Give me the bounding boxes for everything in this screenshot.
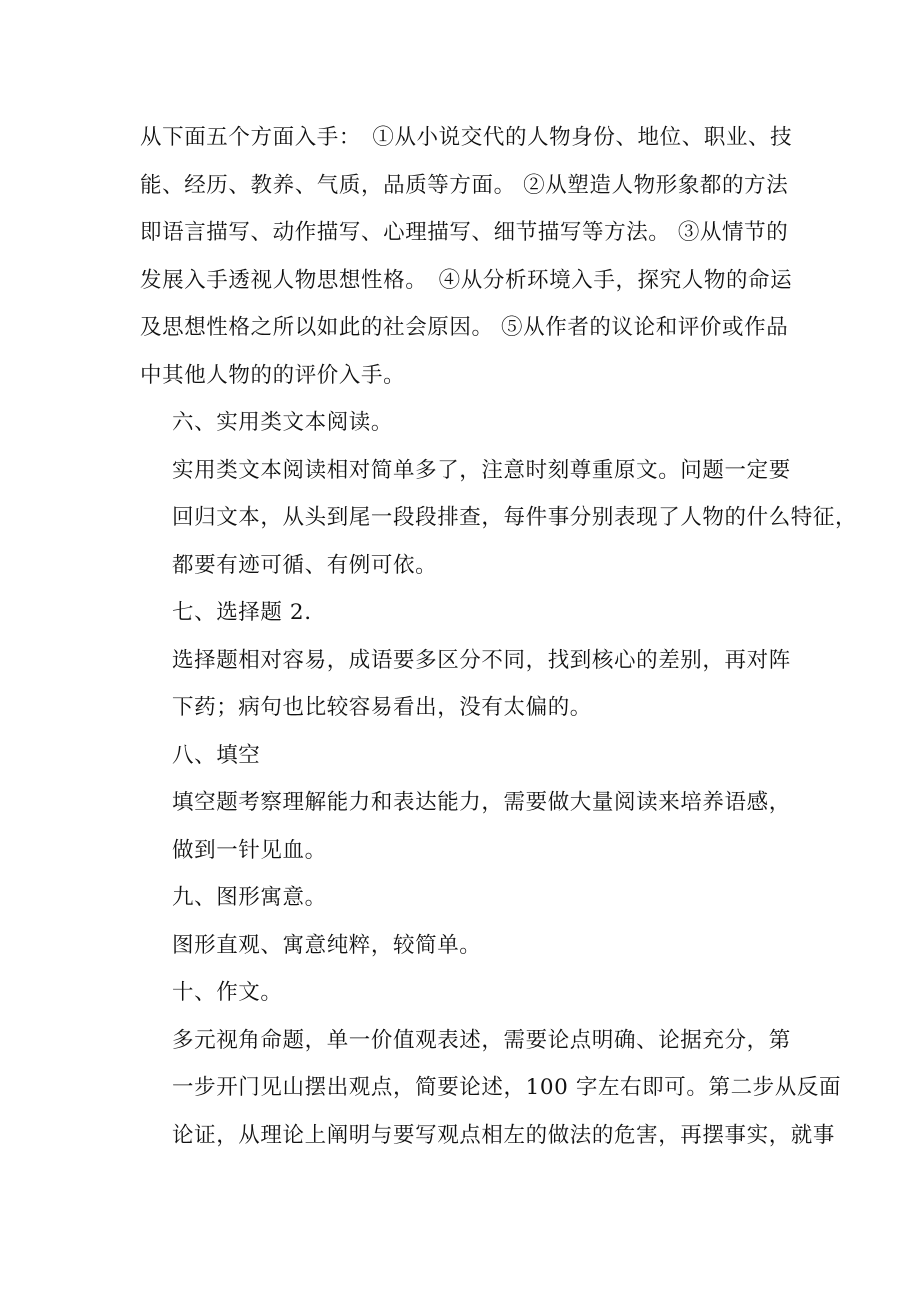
paragraph [140,114,800,399]
section-heading [140,732,800,780]
text-line: 回归文本，从头到尾一段段排查，每件事分别表现了人物的什么特征， [172,505,858,530]
document-body [140,114,858,1159]
text-line: 图形直观、寓意纯粹，较简单。 [172,932,482,958]
text-line: 九、图形寓意。 [172,885,327,910]
text-line: 下药；病句也比较容易看出，没有太偏的。 [172,695,592,720]
text-line: 即语言描写、动作描写、心理描写、细节描写等方法。 ③从情节的 [140,220,789,245]
section-heading [140,874,800,922]
text-line: 选择题相对容易，成语要多区分不同，找到核心的差别，再对阵 [172,647,791,673]
paragraph [140,637,800,732]
paragraph [140,447,858,590]
paragraph [140,1017,842,1160]
text-line: 能、经历、教养、气质，品质等方面。 ②从塑造人物形象都的方法 [140,172,789,198]
text-line: 六、实用类文本阅读。 [172,410,394,435]
text-line: 中其他人物的的评价入手。 [140,362,406,388]
text-line: 八、填空 [172,742,261,768]
paragraph [140,779,800,874]
text-line: 填空题考察理解能力和表达能力，需要做大量阅读来培养语感， [172,790,791,815]
text-line: 多元视角命题，单一价值观表述，需要论点明确、论据充分，第 [172,1027,791,1053]
text-line: 及思想性格之所以如此的社会原因。 ⑤从作者的议论和评价或作品 [140,315,789,340]
paragraph [140,922,800,970]
section-heading [140,589,800,637]
text-line: 一步开门见山摆出观点，简要论述，100 字左右即可。第二步从反面 [172,1075,842,1100]
text-line: 做到一针见血。 [172,837,327,863]
section-heading [140,969,800,1017]
text-line: 实用类文本阅读相对简单多了，注意时刻尊重原文。问题一定要 [172,457,791,483]
text-line: 都要有迹可循、有例可依。 [172,552,438,578]
text-line: 七、选择题 2. [172,600,312,625]
text-line: 从下面五个方面入手： ①从小说交代的人物身份、地位、职业、技 [140,125,793,150]
text-line: 发展入手透视人物思想性格。 ④从分析环境入手，探究人物的命运 [140,267,793,293]
text-line: 论证，从理论上阐明与要写观点相左的做法的危害，再摆事实，就事 [172,1122,836,1148]
text-line: 十、作文。 [172,980,283,1005]
section-heading [140,399,800,447]
